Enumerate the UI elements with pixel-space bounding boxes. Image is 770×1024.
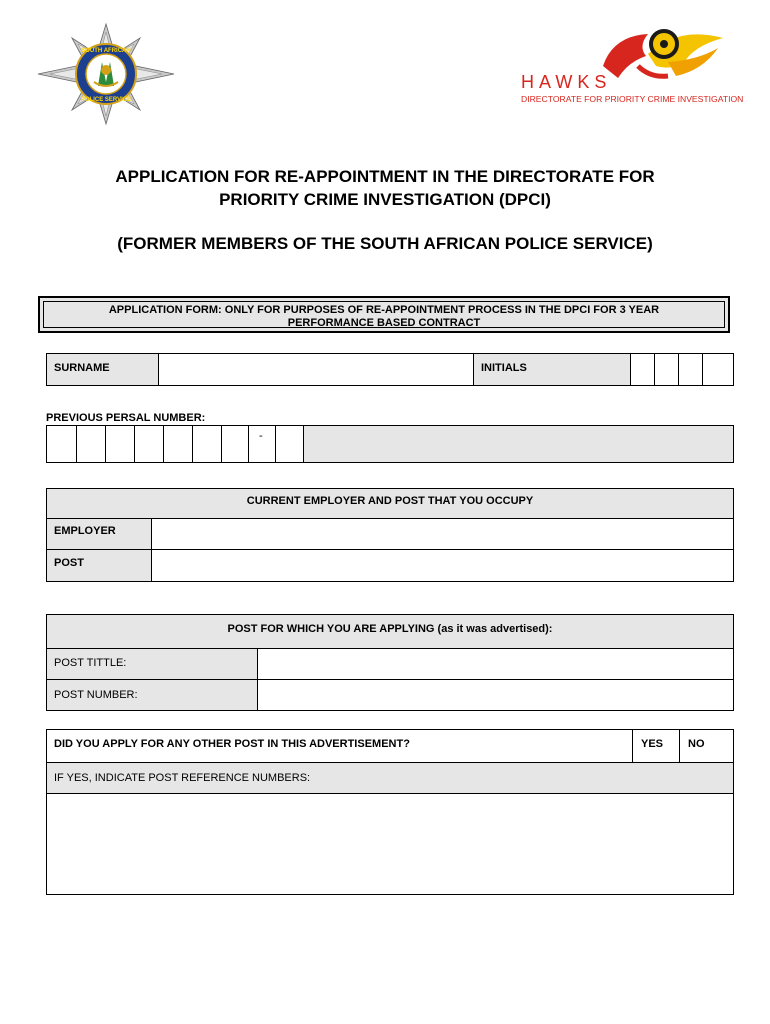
persal-digit-box-8[interactable]	[275, 425, 304, 463]
persal-separator-box	[248, 425, 276, 463]
form-subtitle: (FORMER MEMBERS OF THE SOUTH AFRICAN POLICE SERVICE)	[117, 234, 653, 253]
post-title-label-cell	[46, 648, 258, 680]
employer-section-heading-cell	[46, 488, 734, 519]
saps-logo	[35, 22, 177, 126]
initials-label: INITIALS	[481, 362, 527, 374]
post-number-label: POST NUMBER:	[54, 689, 138, 701]
surname-label-cell	[46, 353, 159, 386]
initials-label-cell	[473, 353, 631, 386]
persal-unused-area	[303, 425, 734, 463]
references-label-cell	[46, 762, 734, 794]
persal-separator: -	[259, 430, 263, 442]
post-title-label: POST TITTLE:	[54, 657, 127, 669]
notice-banner	[38, 296, 730, 333]
persal-digit-box-2[interactable]	[76, 425, 106, 463]
initials-box-1[interactable]	[630, 353, 655, 386]
persal-digit-box-7[interactable]	[221, 425, 249, 463]
form-title-line-1: APPLICATION FOR RE-APPOINTMENT IN THE DIRECTORATE FOR	[115, 167, 655, 186]
employer-section-heading: CURRENT EMPLOYER AND POST THAT YOU OCCUPY	[246, 495, 534, 507]
post-number-label-cell	[46, 679, 258, 711]
saps-ring-top-text: SOUTH AFRICAN	[81, 48, 131, 54]
applying-section-heading: POST FOR WHICH YOU ARE APPLYING (as it was advertised):	[227, 623, 553, 635]
post-label-cell	[46, 549, 152, 582]
other-post-question-cell	[46, 729, 633, 763]
initials-box-3[interactable]	[678, 353, 703, 386]
notice-line-1: APPLICATION FORM: ONLY FOR PURPOSES OF RE-APPOINTMENT PROCESS IN THE DPCI FOR 3 YEAR	[108, 304, 660, 316]
references-cell	[46, 793, 734, 895]
employer-input[interactable]	[152, 519, 733, 549]
post-number-cell	[257, 679, 734, 711]
persal-digit-box-1[interactable]	[46, 425, 77, 463]
employer-cell	[151, 518, 734, 550]
no-option-label: NO	[688, 738, 705, 750]
hawks-subtitle: DIRECTORATE FOR PRIORITY CRIME INVESTIGATION	[521, 94, 744, 104]
notice-line-2: PERFORMANCE BASED CONTRACT	[287, 317, 481, 329]
hawks-logo	[518, 26, 744, 110]
surname-label: SURNAME	[54, 362, 110, 374]
initials-box-4[interactable]	[702, 353, 734, 386]
other-post-question: DID YOU APPLY FOR ANY OTHER POST IN THIS ADVERTISEMENT?	[54, 738, 410, 750]
post-title-cell	[257, 648, 734, 680]
post-number-input[interactable]	[258, 680, 733, 710]
applying-section-heading-cell	[46, 614, 734, 649]
surname-input[interactable]	[159, 354, 473, 385]
hawks-wordmark: HAWKS	[521, 72, 612, 92]
references-input[interactable]	[47, 794, 733, 894]
employer-label-cell	[46, 518, 152, 550]
persal-digit-box-6[interactable]	[192, 425, 222, 463]
post-label: POST	[54, 557, 84, 569]
references-label: IF YES, INDICATE POST REFERENCE NUMBERS:	[54, 772, 311, 784]
persal-digit-box-4[interactable]	[134, 425, 164, 463]
persal-label: PREVIOUS PERSAL NUMBER:	[46, 412, 206, 424]
initials-box-2[interactable]	[654, 353, 679, 386]
post-input[interactable]	[152, 550, 733, 581]
yes-option-cell[interactable]	[632, 729, 680, 763]
persal-digit-box-5[interactable]	[163, 425, 193, 463]
saps-ring-bottom-text: POLICE SERVICE	[80, 97, 132, 103]
no-option-cell[interactable]	[679, 729, 734, 763]
post-title-input[interactable]	[258, 649, 733, 679]
persal-digit-box-3[interactable]	[105, 425, 135, 463]
form-title-line-2: PRIORITY CRIME INVESTIGATION (DPCI)	[219, 190, 551, 209]
surname-cell	[158, 353, 474, 386]
yes-option-label: YES	[641, 738, 664, 750]
employer-label: EMPLOYER	[54, 525, 116, 537]
post-cell	[151, 549, 734, 582]
